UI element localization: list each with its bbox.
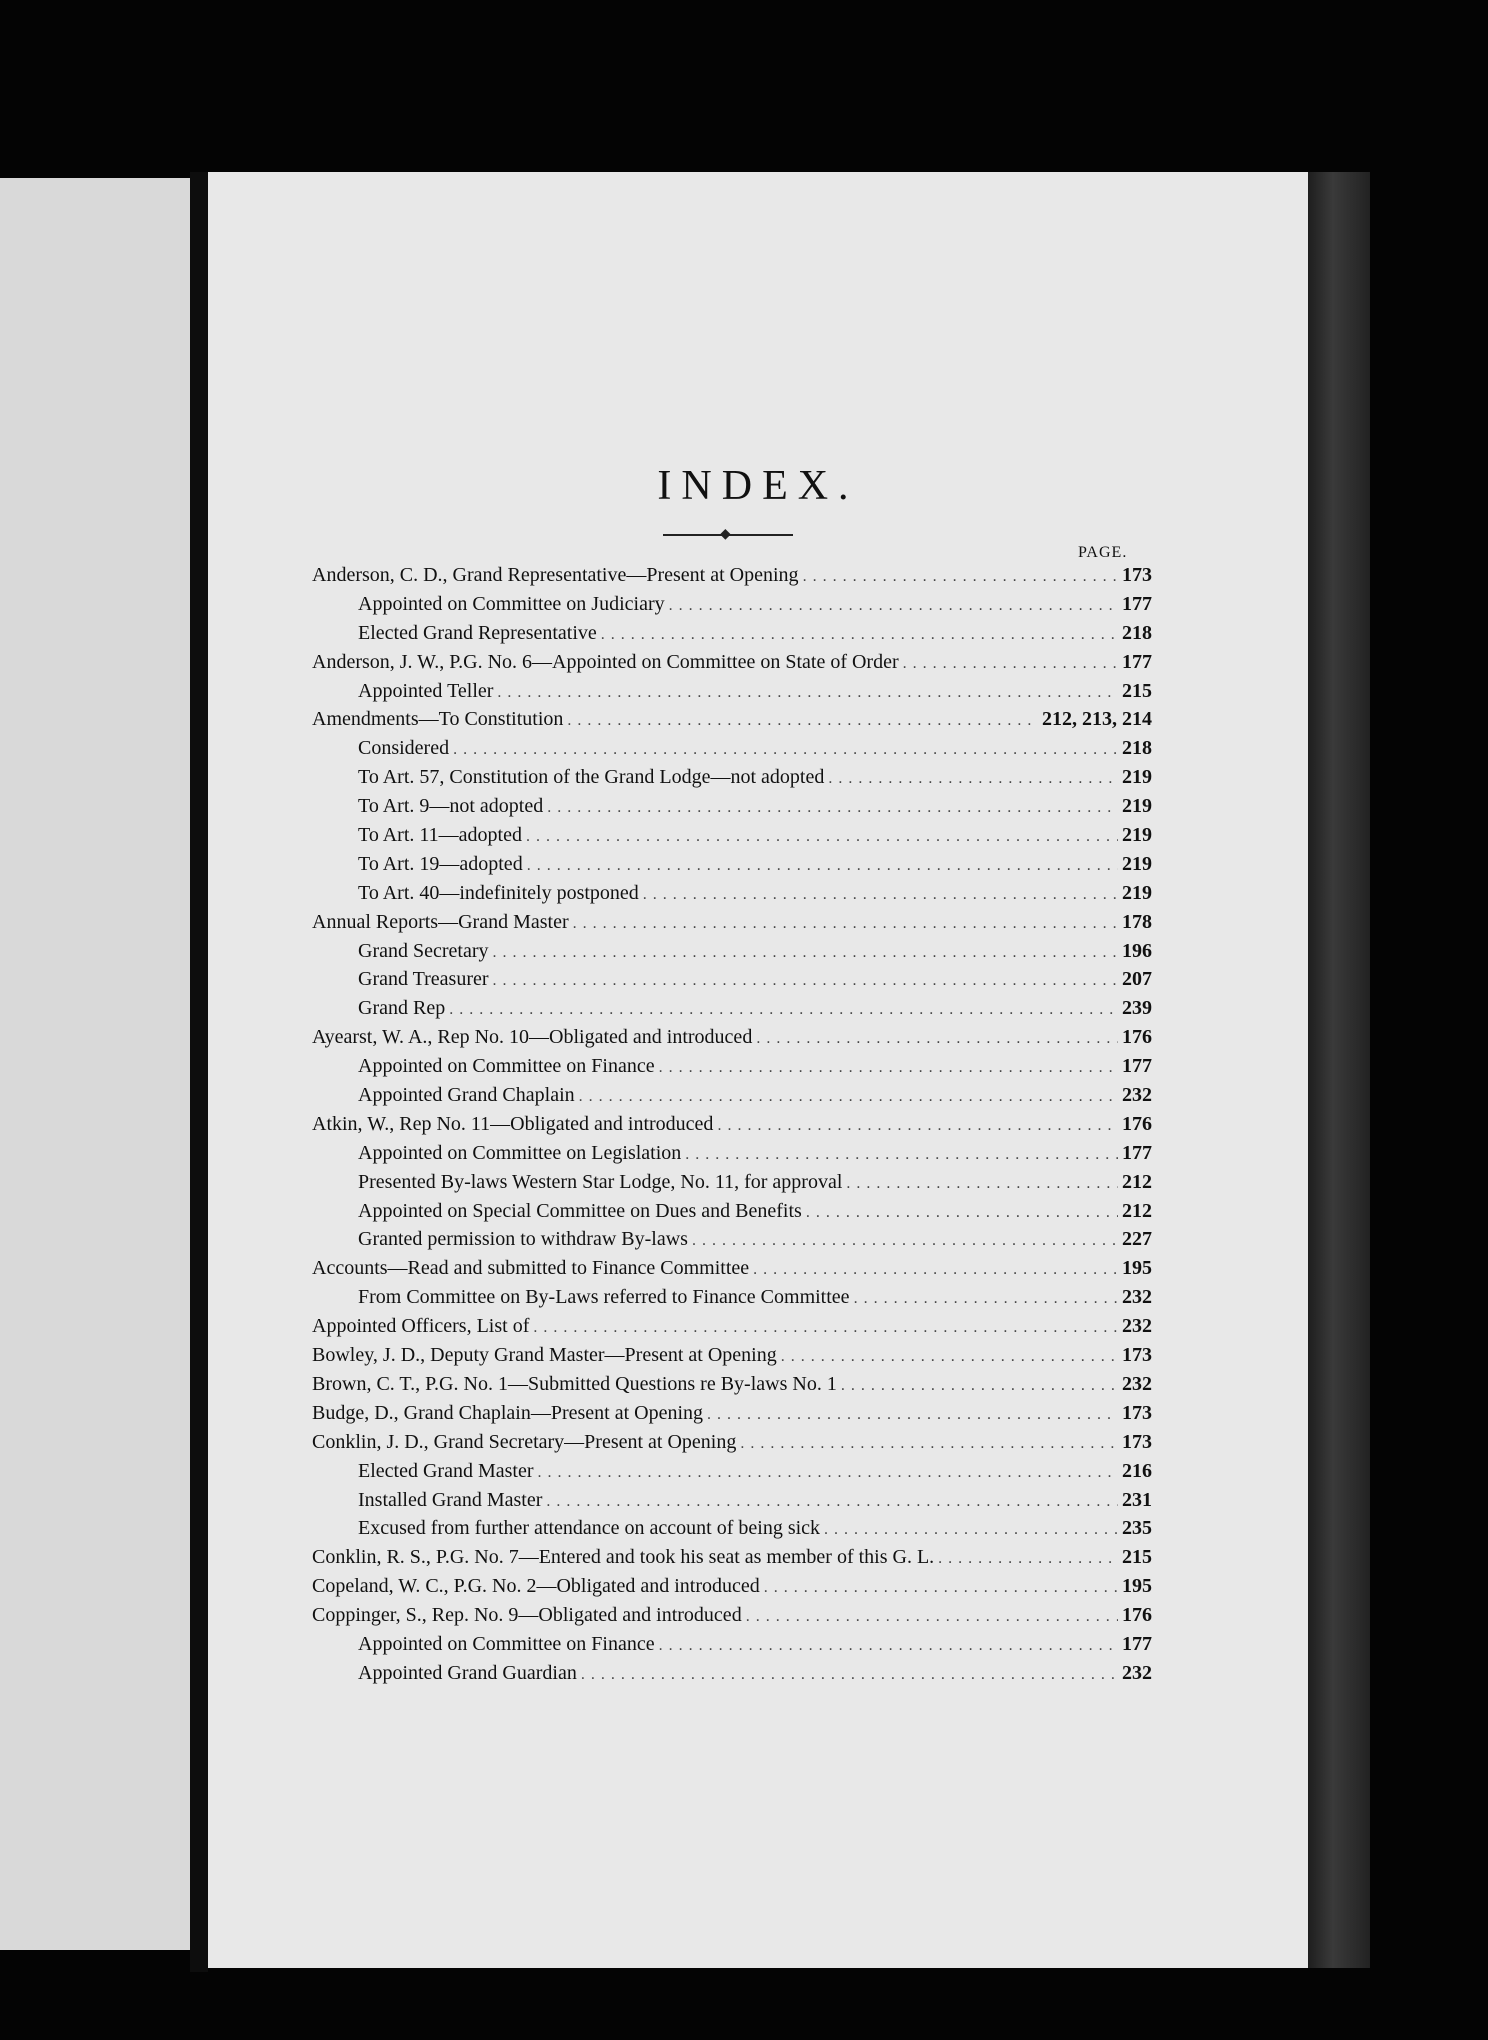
entry-label: Accounts—Read and submitted to Finance Committee [312,1257,750,1280]
entry-page-number: 177 [1122,1055,1152,1078]
entry-label: Appointed Grand Chaplain [358,1084,575,1107]
dot-leader [493,972,1118,990]
dot-leader [841,1377,1118,1395]
entry-label: Annual Reports—Grand Master [312,910,569,933]
entry-label: Appointed on Committee on Judiciary [358,592,665,615]
rule-ornament-icon: ◆ [720,527,731,542]
dot-leader [643,886,1118,904]
dot-leader [453,741,1118,759]
dot-leader [746,1608,1118,1626]
entry-label: Appointed Teller [358,679,494,702]
page-column-header: PAGE. [1078,544,1128,561]
book-gutter [190,172,208,1972]
entry-label: Atkin, W., Rep No. 11—Obligated and introduced [312,1112,714,1135]
index-entry [312,997,1152,1026]
index-entry [312,1460,1152,1489]
dot-leader [449,1001,1118,1019]
entry-page-number: 212, 213, 214 [1042,708,1152,731]
entry-page-number: 177 [1122,650,1152,673]
entry-page-number: 196 [1122,939,1152,962]
entry-page-number: 218 [1122,621,1152,644]
dot-leader [846,1175,1118,1193]
entry-page-number: 215 [1122,679,1152,702]
entry-label: Installed Grand Master [358,1488,543,1511]
dot-leader [497,684,1118,702]
dot-leader [659,1059,1118,1077]
entry-label: Conklin, J. D., Grand Secretary—Present at Opening [312,1430,737,1453]
entry-page-number: 232 [1122,1286,1152,1309]
index-entry [312,1662,1152,1691]
dot-leader [581,1666,1118,1684]
entry-label: To Art. 11—adopted [358,824,522,847]
entry-label: From Committee on By-Laws referred to Finance Committee [358,1286,850,1309]
dot-leader [527,857,1118,875]
index-entry [312,1171,1152,1200]
index-entry [312,1228,1152,1257]
dot-leader [756,1030,1118,1048]
entry-label: To Art. 57, Constitution of the Grand Lodge—not adopted [358,766,825,789]
entry-label: Grand Rep [358,997,446,1020]
dot-leader [740,1435,1118,1453]
entry-label: Appointed on Special Committee on Dues and Benefits [358,1199,802,1222]
entry-page-number: 212 [1122,1199,1152,1222]
entry-page-number: 177 [1122,1141,1152,1164]
entry-page-number: 219 [1122,852,1152,875]
index-entry [312,680,1152,709]
entry-label: Anderson, J. W., P.G. No. 6—Appointed on Committee on State of Order [312,650,899,673]
entry-page-number: 232 [1122,1372,1152,1395]
dot-leader [828,770,1118,788]
dot-leader [537,1464,1118,1482]
entry-label: Brown, C. T., P.G. No. 1—Submitted Questions re By-laws No. 1 [312,1372,837,1395]
index-page [208,172,1308,1968]
entry-label: Coppinger, S., Rep. No. 9—Obligated and introduced [312,1604,742,1627]
index-entry [312,1633,1152,1662]
index-entry [312,622,1152,651]
index-entry [312,1286,1152,1315]
entry-page-number: 212 [1122,1170,1152,1193]
entry-label: Anderson, C. D., Grand Representative—Present at Opening [312,564,799,586]
entry-page-number: 232 [1122,1084,1152,1107]
dot-leader [546,1493,1118,1511]
index-entry [312,940,1152,969]
index-entry [312,1517,1152,1546]
index-entry [312,1084,1152,1113]
entry-label: Bowley, J. D., Deputy Grand Master—Present at Opening [312,1344,777,1367]
dot-leader [753,1261,1118,1279]
dot-leader [692,1232,1118,1250]
entry-label: Amendments—To Constitution [312,708,564,731]
entry-label: Appointed on Committee on Finance [358,1055,655,1078]
index-entry [312,853,1152,882]
entry-label: Presented By-laws Western Star Lodge, No. 11, for approval [358,1170,843,1193]
index-entry [312,737,1152,766]
index-entry [312,1575,1152,1604]
dot-leader [579,1088,1118,1106]
entry-page-number: 176 [1122,1112,1152,1135]
index-entry [312,1344,1152,1373]
entry-label: Conklin, R. S., P.G. No. 7—Entered and took his seat as member of this G. L. [312,1546,935,1569]
entry-page-number: 232 [1122,1661,1152,1684]
entry-label: Ayearst, W. A., Rep No. 10—Obligated and introduced [312,1026,753,1049]
entry-label: To Art. 40—indefinitely postponed [358,881,639,904]
entry-label: Appointed Officers, List of [312,1315,530,1338]
dot-leader [573,915,1118,933]
index-entry [312,1257,1152,1286]
entry-label: Elected Grand Master [358,1459,534,1482]
dot-leader [764,1579,1118,1597]
dot-leader [707,1406,1118,1424]
index-entry [312,708,1152,737]
dot-leader [533,1319,1118,1337]
dot-leader [567,712,1038,730]
entry-label: Appointed on Committee on Legislation [358,1141,682,1164]
entry-label: Copeland, W. C., P.G. No. 2—Obligated and introduced [312,1575,760,1598]
entry-page-number: 173 [1122,1401,1152,1424]
entry-page-number: 177 [1122,592,1152,615]
index-entry [312,1431,1152,1460]
index-entry [312,1489,1152,1518]
entry-page-number: 178 [1122,910,1152,933]
entry-page-number: 227 [1122,1228,1152,1251]
entry-page-number: 173 [1122,1430,1152,1453]
entry-page-number: 239 [1122,997,1152,1020]
dot-leader [938,1550,1118,1568]
entry-label: Considered [358,737,450,760]
index-entry [312,1604,1152,1633]
entry-page-number: 173 [1122,564,1152,586]
index-entry [312,1055,1152,1084]
entry-label: Grand Treasurer [358,968,489,991]
entry-page-number: 176 [1122,1026,1152,1049]
dot-leader [717,1117,1118,1135]
entry-page-number: 219 [1122,881,1152,904]
index-entry [312,651,1152,680]
entry-label: Appointed on Committee on Finance [358,1632,655,1655]
entry-label: To Art. 19—adopted [358,852,523,875]
entry-page-number: 195 [1122,1575,1152,1598]
entry-page-number: 218 [1122,737,1152,760]
index-entry [312,795,1152,824]
dot-leader [669,597,1118,615]
entry-label: Appointed Grand Guardian [358,1661,577,1684]
dot-leader [803,568,1118,586]
entry-page-number: 216 [1122,1459,1152,1482]
index-entry [312,824,1152,853]
entry-page-number: 215 [1122,1546,1152,1569]
entry-page-number: 232 [1122,1315,1152,1338]
entry-label: Grand Secretary [358,939,489,962]
dot-leader [903,655,1118,673]
entry-label: To Art. 9—not adopted [358,795,544,818]
page-stack-edge [1308,172,1370,1968]
index-entry [312,882,1152,911]
index-entry [312,1373,1152,1402]
page-title: INDEX. [657,463,859,509]
index-entry [312,1315,1152,1344]
index-entry [312,1546,1152,1575]
entry-page-number: 173 [1122,1344,1152,1367]
dot-leader [547,799,1118,817]
entry-label: Excused from further attendance on account of being sick [358,1517,821,1540]
dot-leader [601,626,1118,644]
index-entry [312,968,1152,997]
index-entry [312,1026,1152,1055]
entry-page-number: 219 [1122,795,1152,818]
dot-leader [685,1146,1118,1164]
entry-page-number: 219 [1122,766,1152,789]
dot-leader [824,1521,1118,1539]
index-entries [312,564,1152,1691]
index-entry [312,593,1152,622]
index-entry [312,564,1152,593]
entry-label: Granted permission to withdraw By-laws [358,1228,688,1251]
entry-page-number: 219 [1122,824,1152,847]
dot-leader [526,828,1118,846]
entry-label: Budge, D., Grand Chaplain—Present at Opening [312,1401,704,1424]
dot-leader [781,1348,1118,1366]
dot-leader [806,1204,1118,1222]
dot-leader [659,1637,1118,1655]
dot-leader [493,944,1119,962]
facing-page-edge [0,178,192,1950]
entry-label: Elected Grand Representative [358,621,597,644]
index-entry [312,1200,1152,1229]
index-entry [312,1142,1152,1171]
entry-page-number: 231 [1122,1488,1152,1511]
index-entry [312,911,1152,940]
index-entry [312,1402,1152,1431]
index-entry [312,766,1152,795]
dot-leader [854,1290,1118,1308]
entry-page-number: 176 [1122,1604,1152,1627]
index-entry [312,1113,1152,1142]
entry-page-number: 207 [1122,968,1152,991]
entry-page-number: 195 [1122,1257,1152,1280]
entry-page-number: 235 [1122,1517,1152,1540]
entry-page-number: 177 [1122,1632,1152,1655]
